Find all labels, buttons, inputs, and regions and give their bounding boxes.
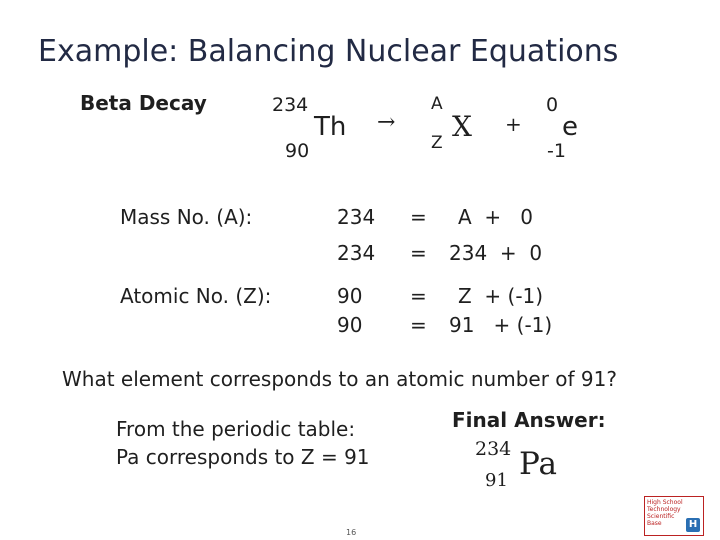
answer-symbol: Pa (519, 446, 557, 482)
atomic-row1-left: 90 (337, 284, 363, 308)
mass-row1-right: A + 0 (458, 205, 533, 229)
mass-row2-right: 234 + 0 (449, 241, 543, 265)
unknown-mass-number: A (431, 94, 443, 114)
school-logo (644, 496, 704, 536)
mass-row2-left: 234 (337, 241, 376, 265)
atomic-row2-left: 90 (337, 313, 363, 337)
thorium-mass-number: 234 (272, 94, 309, 116)
answer-mass-number: 234 (475, 438, 512, 460)
final-answer-label: Final Answer: (452, 408, 606, 432)
atomic-row1-equals: = (410, 284, 427, 308)
periodic-note-line1: From the periodic table: (116, 417, 356, 441)
reaction-arrow: → (377, 110, 396, 135)
electron-symbol: e (562, 112, 578, 142)
page-number: 16 (346, 528, 357, 537)
periodic-note-line2: Pa corresponds to Z = 91 (116, 445, 370, 469)
atomic-number-label: Atomic No. (Z): (120, 284, 272, 308)
mass-row1-equals: = (410, 205, 427, 229)
school-logo-text: High School Technology Scientific Base (647, 499, 683, 527)
atomic-row1-right: Z + (-1) (458, 284, 544, 308)
beta-decay-label: Beta Decay (80, 91, 207, 115)
thorium-symbol: Th (314, 112, 347, 142)
answer-atomic-number: 91 (485, 470, 508, 491)
mass-row1-left: 234 (337, 205, 376, 229)
logo-mark-icon: H (686, 518, 700, 532)
atomic-row2-equals: = (410, 313, 427, 337)
electron-mass-number: 0 (546, 94, 559, 116)
slide-title: Example: Balancing Nuclear Equations (38, 34, 619, 69)
mass-number-label: Mass No. (A): (120, 205, 253, 229)
unknown-symbol: X (452, 110, 472, 143)
thorium-atomic-number: 90 (285, 140, 310, 162)
unknown-atomic-number: Z (431, 133, 443, 153)
plus-sign: + (505, 112, 522, 136)
electron-atomic-number: -1 (547, 140, 566, 162)
mass-row2-equals: = (410, 241, 427, 265)
atomic-row2-right: 91 + (-1) (449, 313, 553, 337)
question-text: What element corresponds to an atomic number of 91? (62, 367, 617, 391)
